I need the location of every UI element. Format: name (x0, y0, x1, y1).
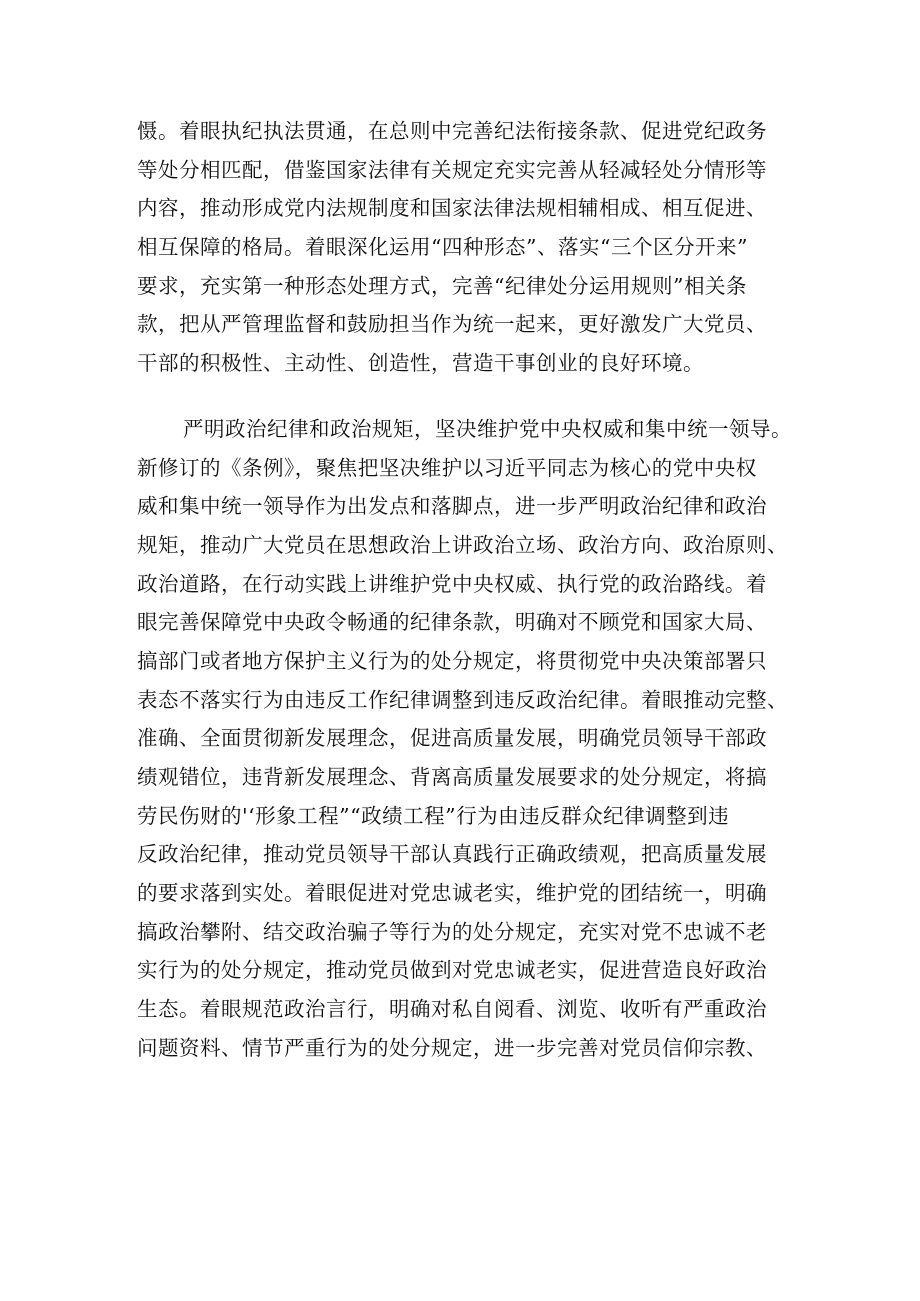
text-line-first: 严明政治纪律和政治规矩，坚决维护党中央权威和集中统一领导。 (183, 416, 792, 441)
text-line: 生态。着眼规范政治言行，明确对私自阅看、浏览、收听有严重政治 (137, 997, 767, 1022)
text-line: 准确、全面贯彻新发展理念，促进高质量发展，明确党员领导干部政 (137, 726, 767, 751)
document-body (137, 112, 805, 1068)
paragraph-spacer (137, 383, 805, 410)
text-line: 劳民伤财的'‘形象工程”“政绩工程”行为由违反群众纪律调整到违 (137, 803, 730, 828)
text-line: 眼完善保障党中央政令畅通的纪律条款，明确对不顾党和国家大局、 (137, 610, 767, 635)
text-line: 相互保障的格局。着眼深化运用“四种形态”、落实“三个区分开来” (137, 235, 748, 260)
text-line: 新修订的《条例》，聚焦把坚决维护以习近平同志为核心的党中央权 (137, 455, 757, 480)
paragraph-2 (137, 410, 805, 1068)
text-line: 内容，推动形成党内法规制度和国家法律法规相辅相成、相互促进、 (137, 196, 767, 221)
text-line: 政治道路，在行动实践上讲维护党中央权威、执行党的政治路线。着 (137, 571, 767, 596)
text-line: 干部的积极性、主动性、创造性，营造干事创业的良好环境。 (137, 351, 704, 376)
text-line: 反政治纪律，推动党员领导干部认真践行正确政绩观，把高质量发展 (137, 842, 767, 867)
text-line: 的要求落到实处。着眼促进对党忠诚老实，维护党的团结统一，明确 (137, 881, 767, 906)
paragraph-1 (137, 112, 805, 383)
text-line: 威和集中统一领导作为出发点和落脚点，进一步严明政治纪律和政治 (137, 494, 767, 519)
text-line: 问题资料、情节严重行为的处分规定，进一步完善对党员信仰宗教、 (137, 1035, 767, 1060)
text-line: 实行为的处分规定，推动党员做到对党忠诚老实，促进营造良好政治 (137, 958, 767, 983)
text-line: 表态不落实行为由违反工作纪律调整到违反政治纪律。着眼推动完整、 (137, 687, 788, 712)
text-line: 搞政治攀附、结交政治骗子等行为的处分规定，充实对党不忠诚不老 (137, 919, 767, 944)
text-line: 要求，充实第一种形态处理方式，完善“纪律处分运用规则”相关条 (137, 273, 747, 298)
text-line: 款，把从严管理监督和鼓励担当作为统一起来，更好激发广大党员、 (137, 312, 767, 337)
text-line: 慑。着眼执纪执法贯通，在总则中完善纪法衔接条款、促进党纪政务 (137, 119, 767, 143)
text-line: 绩观错位，违背新发展理念、背离高质量发展要求的处分规定，将搞 (137, 765, 767, 789)
text-line: 等处分相匹配，借鉴国家法律有关规定充实完善从轻减轻处分情形等 (137, 157, 767, 182)
text-line: 规矩，推动广大党员在思想政治上讲政治立场、政治方向、政治原则、 (137, 532, 788, 557)
text-line: 搞部门或者地方保护主义行为的处分规定，将贯彻党中央决策部署只 (137, 648, 767, 673)
